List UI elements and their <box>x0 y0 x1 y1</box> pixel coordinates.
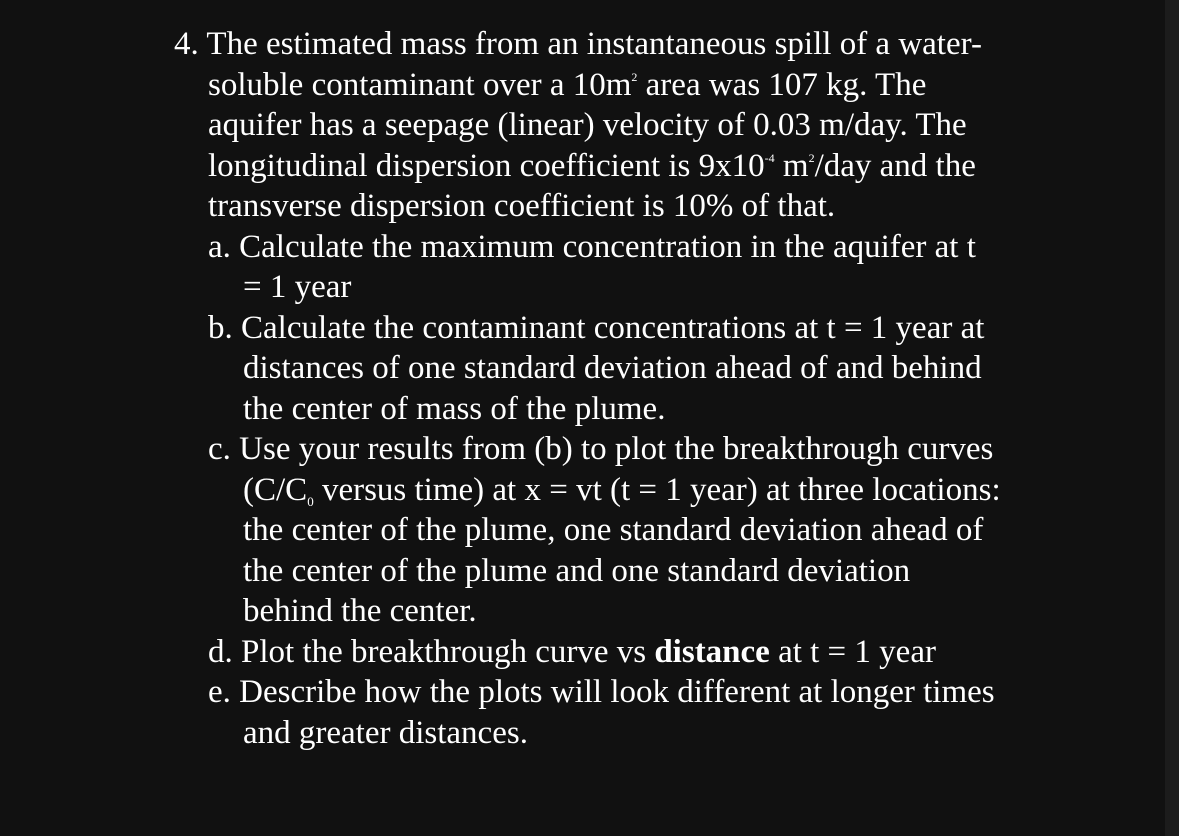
part-d-line-1: d. Plot the breakthrough curve vs distance at t = 1 year <box>208 633 936 670</box>
part-e-line-1: e. Describe how the plots will look different at longer times <box>208 674 995 710</box>
part-b-line-2: distances of one standard deviation ahead of and behind <box>243 350 982 386</box>
part-a-line-1: a. Calculate the maximum concentration in the aquifer at t <box>208 228 976 265</box>
part-c-line-1: c. Use your results from (b) to plot the breakthrough curves <box>208 431 994 467</box>
stem-line-3: aquifer has a seepage (linear) velocity of 0.03 m/day. The <box>208 107 967 143</box>
stem-line-2: soluble contaminant over a $10m^2$ area was 107 kg. The <box>208 66 927 103</box>
question-block <box>174 24 1054 753</box>
part-c-line-5: behind the center. <box>243 593 477 629</box>
stem-line-1: 4. The estimated mass from an instantaneous spill of a water- <box>174 26 982 62</box>
part-b-line-3: the center of mass of the plume. <box>243 390 666 427</box>
question-number: 4. <box>174 26 199 62</box>
stem-line-5: transverse dispersion coefficient is 10% of that. <box>208 188 836 224</box>
scrollbar-track[interactable] <box>1165 0 1179 836</box>
part-c-line-3: the center of the plume, one standard deviation ahead of <box>243 512 984 548</box>
stem-line-4: longitudinal dispersion coefficient is $9x10^{-4}$ $m^2$/day and the <box>208 147 976 184</box>
part-e-line-2: and greater distances. <box>243 714 528 751</box>
part-c-line-2: ($C/C_0$ versus time) at x = vt (t = 1 year) at three locations: <box>243 471 1001 509</box>
part-c-line-4: the center of the plume and one standard deviation <box>243 552 911 589</box>
part-a-line-2: = 1 year <box>243 269 352 305</box>
part-b-line-1: b. Calculate the contaminant concentrations at t = 1 year at <box>208 309 985 346</box>
